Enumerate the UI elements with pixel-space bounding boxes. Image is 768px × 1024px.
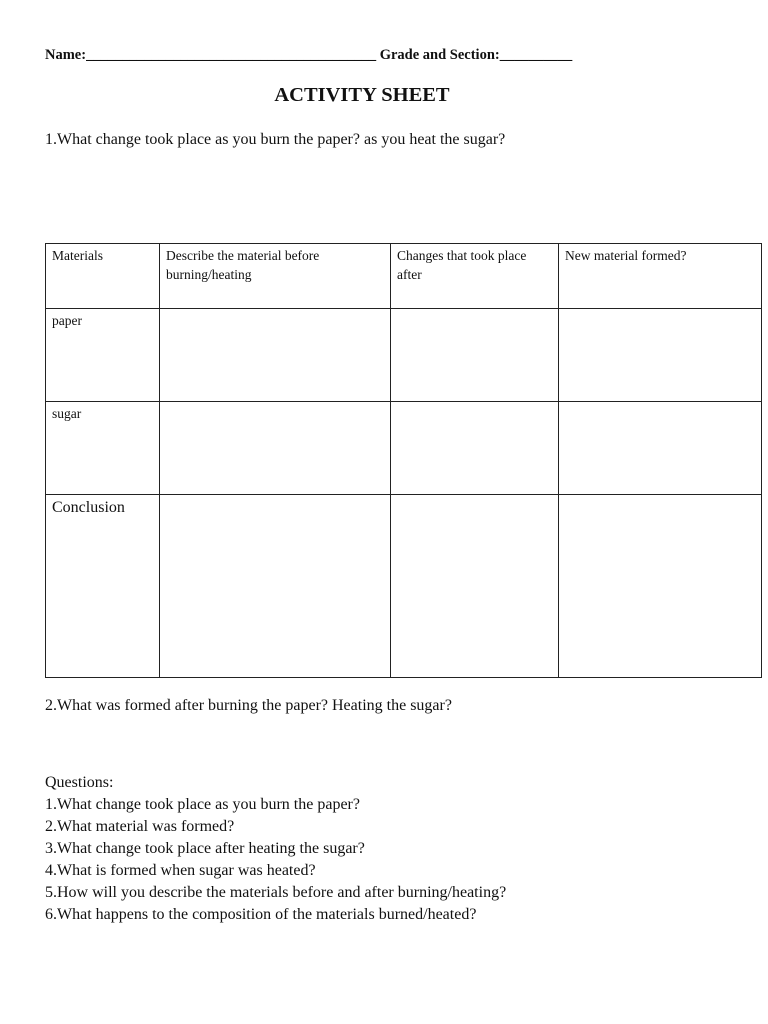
list-item: 1.What change took place as you burn the paper? — [45, 796, 360, 813]
page-title: ACTIVITY SHEET — [274, 84, 450, 106]
row-label-sugar: sugar — [46, 402, 160, 495]
questions-heading: Questions: — [45, 774, 114, 791]
cell-conclusion-new-material[interactable] — [559, 495, 762, 678]
header-new-material: New material formed? — [559, 244, 762, 309]
header-describe-before: Describe the material before burning/heating — [160, 244, 391, 309]
header-line — [45, 47, 572, 64]
cell-sugar-changes[interactable] — [391, 402, 559, 495]
name-blank[interactable]: ________________________________________ — [86, 47, 377, 63]
grade-section-blank[interactable]: __________ — [499, 47, 573, 63]
row-label-conclusion: Conclusion — [46, 495, 160, 678]
list-item: 4.What is formed when sugar was heated? — [45, 862, 316, 879]
header-changes-after: Changes that took place after — [391, 244, 559, 309]
cell-paper-new-material[interactable] — [559, 309, 762, 402]
cell-paper-describe[interactable] — [160, 309, 391, 402]
name-label: Name: — [45, 47, 87, 63]
question-1: 1.What change took place as you burn the paper? as you heat the sugar? — [45, 131, 506, 148]
activity-table — [45, 243, 762, 678]
cell-conclusion-changes[interactable] — [391, 495, 559, 678]
list-item: 5.How will you describe the materials before and after burning/heating? — [45, 884, 507, 901]
cell-conclusion-describe[interactable] — [160, 495, 391, 678]
table-row — [46, 495, 762, 678]
table-row — [46, 309, 762, 402]
header-materials: Materials — [46, 244, 160, 309]
row-label-paper: paper — [46, 309, 160, 402]
list-item: 6.What happens to the composition of the materials burned/heated? — [45, 906, 477, 923]
table-row — [46, 402, 762, 495]
cell-paper-changes[interactable] — [391, 309, 559, 402]
list-item: 3.What change took place after heating the sugar? — [45, 840, 365, 857]
grade-section-label: Grade and Section: — [379, 47, 500, 63]
table-header-row — [46, 244, 762, 309]
cell-sugar-new-material[interactable] — [559, 402, 762, 495]
question-2: 2.What was formed after burning the paper? Heating the sugar? — [45, 697, 452, 714]
cell-sugar-describe[interactable] — [160, 402, 391, 495]
questions-list — [45, 772, 506, 926]
list-item: 2.What material was formed? — [45, 818, 235, 835]
